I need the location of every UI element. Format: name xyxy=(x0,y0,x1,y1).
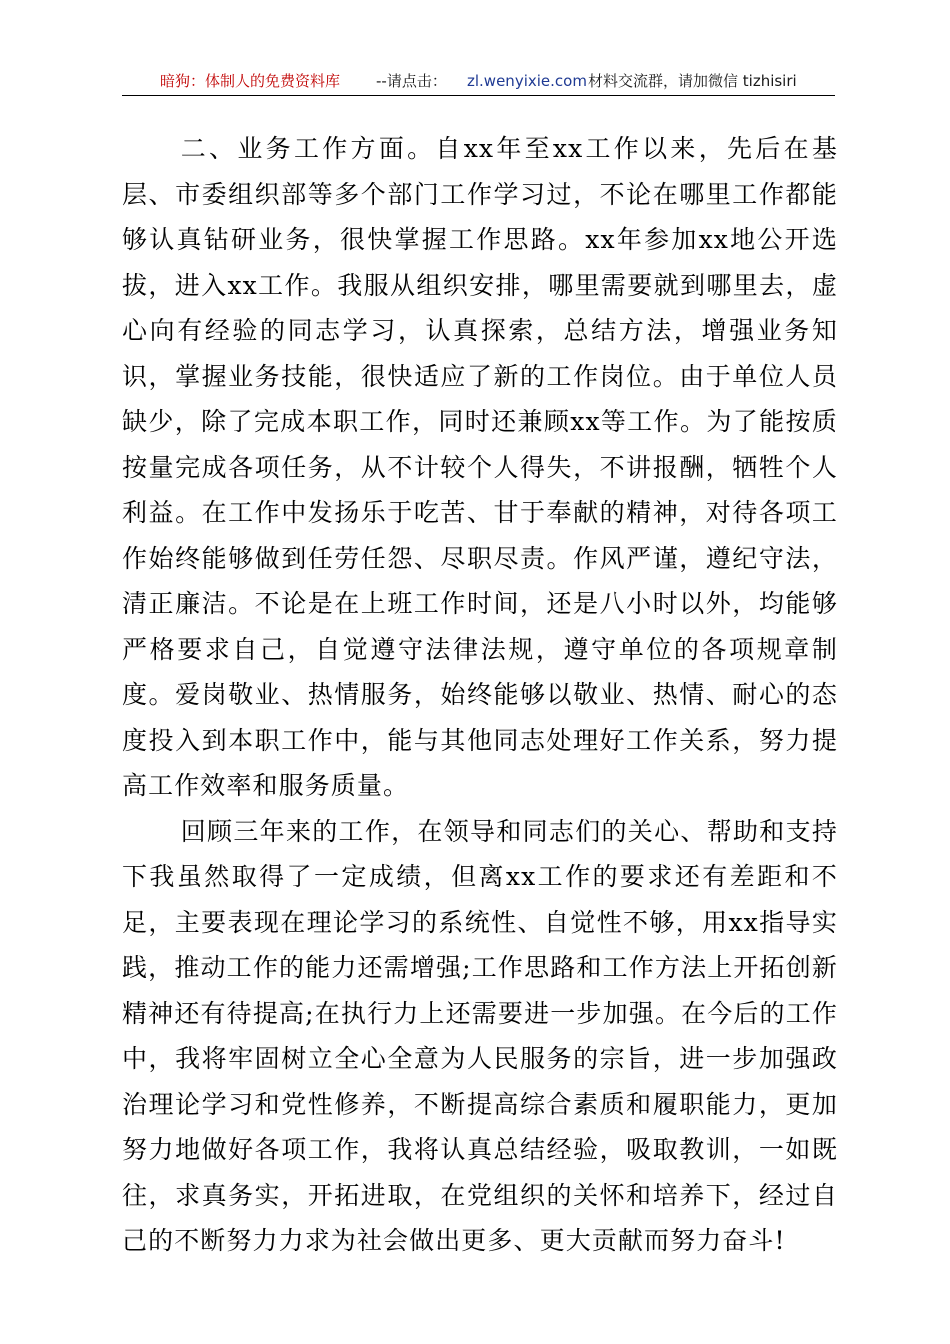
header-brand-text: 暗狗：体制人的免费资料库 xyxy=(160,72,341,90)
header-divider xyxy=(122,95,835,96)
paragraph-review: 回顾三年来的工作，在领导和同志们的关心、帮助和支持下我虽然取得了一定成绩，但离xx工作的要求还有差距和不足，主要表现在理论学习的系统性、自觉性不够，用xx指导实践，推动工作的能力还需增强;工作思路和工作方法上开拓创新精神还有待提高;在执行力上还需要进一步加强。在今后的工作中，我将牢固树立全心全意为人民服务的宗旨，进一步加强政治理论学习和党性修养，不断提高综合素质和履职能力，更加努力地做好各项工作，我将认真总结经验，吸取教训，一如既往，求真务实，开拓进取，在党组织的关怀和培养下，经过自己的不断努力力求为社会做出更多、更大贡献而努力奋斗! xyxy=(122,816,838,1255)
header-contact-text: 材料交流群，请加微信 tizhisiri xyxy=(588,72,797,90)
paragraph-business-work: 二、业务工作方面。自xx年至xx工作以来，先后在基层、市委组织部等多个部门工作学习过，不论在哪里工作都能够认真钻研业务，很快掌握工作思路。xx年参加xx地公开选拔，进入xx工作。我服从组织安排，哪里需要就到哪里去，虚心向有经验的同志学习，认真探索，总结方法，增强业务知识，掌握业务技能，很快适应了新的工作岗位。由于单位人员缺少，除了完成本职工作，同时还兼顾xx等工作。为了能按质按量完成各项任务，从不计较个人得失，不讲报酬，牺牲个人利益。在工作中发扬乐于吃苦、甘于奉献的精神，对待各项工作始终能够做到任劳任怨、尽职尽责。作风严谨，遵纪守法，清正廉洁。不论是在上班工作时间，还是八小时以外，均能够严格要求自己，自觉遵守法律法规，遵守单位的各项规章制度。爱岗敬业、热情服务，始终能够以敬业、热情、耐心的态度投入到本职工作中，能与其他同志处理好工作关系，努力提高工作效率和服务质量。 xyxy=(122,134,838,800)
header-url-link[interactable]: zl.wenyixie.com xyxy=(467,72,587,90)
header-prompt-text: --请点击： xyxy=(376,72,447,90)
page-header xyxy=(122,66,835,96)
document-body xyxy=(122,126,838,1264)
